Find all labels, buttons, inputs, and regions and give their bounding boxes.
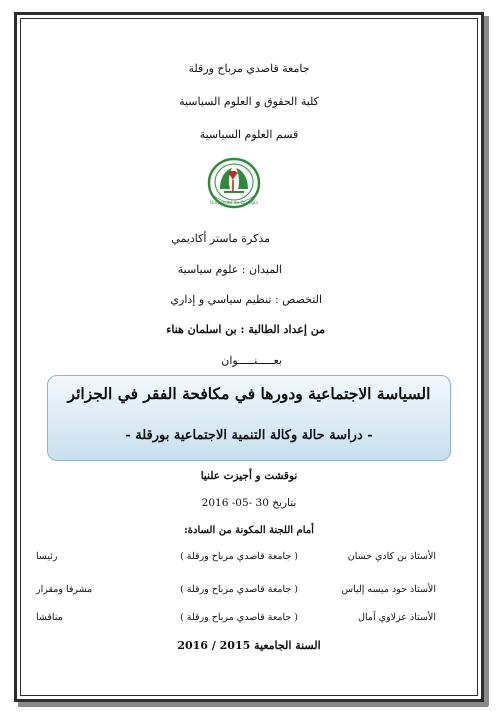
academic-year: السنة الجامعية 2015 / 2016 bbox=[177, 639, 321, 652]
jury-member-institution: ( جامعة قاصدي مرباح ورقلة ) bbox=[180, 584, 298, 595]
specialty-line: التخصص : تنظيم سياسي و إداري bbox=[170, 293, 322, 306]
jury-row bbox=[20, 584, 478, 600]
jury-member-name: الأستاذ حود ميسه إلياس bbox=[341, 584, 436, 595]
jury-member-name: الأستاذ عزلاوي آمال bbox=[358, 612, 436, 623]
memo-type: مذكرة ماستر أكاديمي bbox=[171, 232, 270, 245]
page-border-shadow bbox=[484, 16, 489, 706]
jury-row bbox=[20, 612, 478, 628]
jury-member-institution: ( جامعة قاصدي مرباح ورقلة ) bbox=[180, 612, 298, 623]
jury-member-institution: ( جامعة قاصدي مرباح ورقلة ) bbox=[180, 551, 298, 562]
student-line: من إعداد الطالبة : بن اسلمان هناء bbox=[166, 323, 325, 336]
field-line: الميدان : علوم سياسية bbox=[177, 263, 282, 276]
defense-statement: نوقشت و أجيزت علنيا bbox=[200, 470, 298, 482]
titled-label: بعـــــنـــــوان bbox=[221, 354, 282, 367]
faculty-name: كلية الحقوق و العلوم السياسية bbox=[179, 95, 319, 108]
department-name: قسم العلوم السياسية bbox=[199, 128, 299, 141]
thesis-subtitle: - دراسة حالة وكالة التنمية الاجتماعية بورقلة - bbox=[125, 428, 373, 443]
university-emblem-icon bbox=[206, 156, 262, 212]
svg-text:Université de Ouargla: Université de Ouargla bbox=[210, 201, 258, 206]
university-name: جامعة قاصدي مرباح ورقلة bbox=[188, 62, 310, 75]
page-border-shadow bbox=[18, 702, 488, 707]
jury-member-role: رئيسا bbox=[36, 551, 58, 562]
defense-date: بتاريخ 30 -05- 2016 bbox=[201, 497, 297, 509]
jury-member-role: مشرفا ومقرار bbox=[36, 584, 93, 595]
jury-row bbox=[20, 551, 478, 567]
jury-member-name: الأستاذ بن كادي حسان bbox=[347, 551, 436, 562]
committee-heading: أمام اللجنة المكونة من السادة: bbox=[184, 525, 314, 536]
thesis-title: السياسة الاجتماعية ودورها في مكافحة الفقر في الجزائر bbox=[67, 384, 431, 403]
jury-member-role: مناقشا bbox=[36, 612, 63, 623]
